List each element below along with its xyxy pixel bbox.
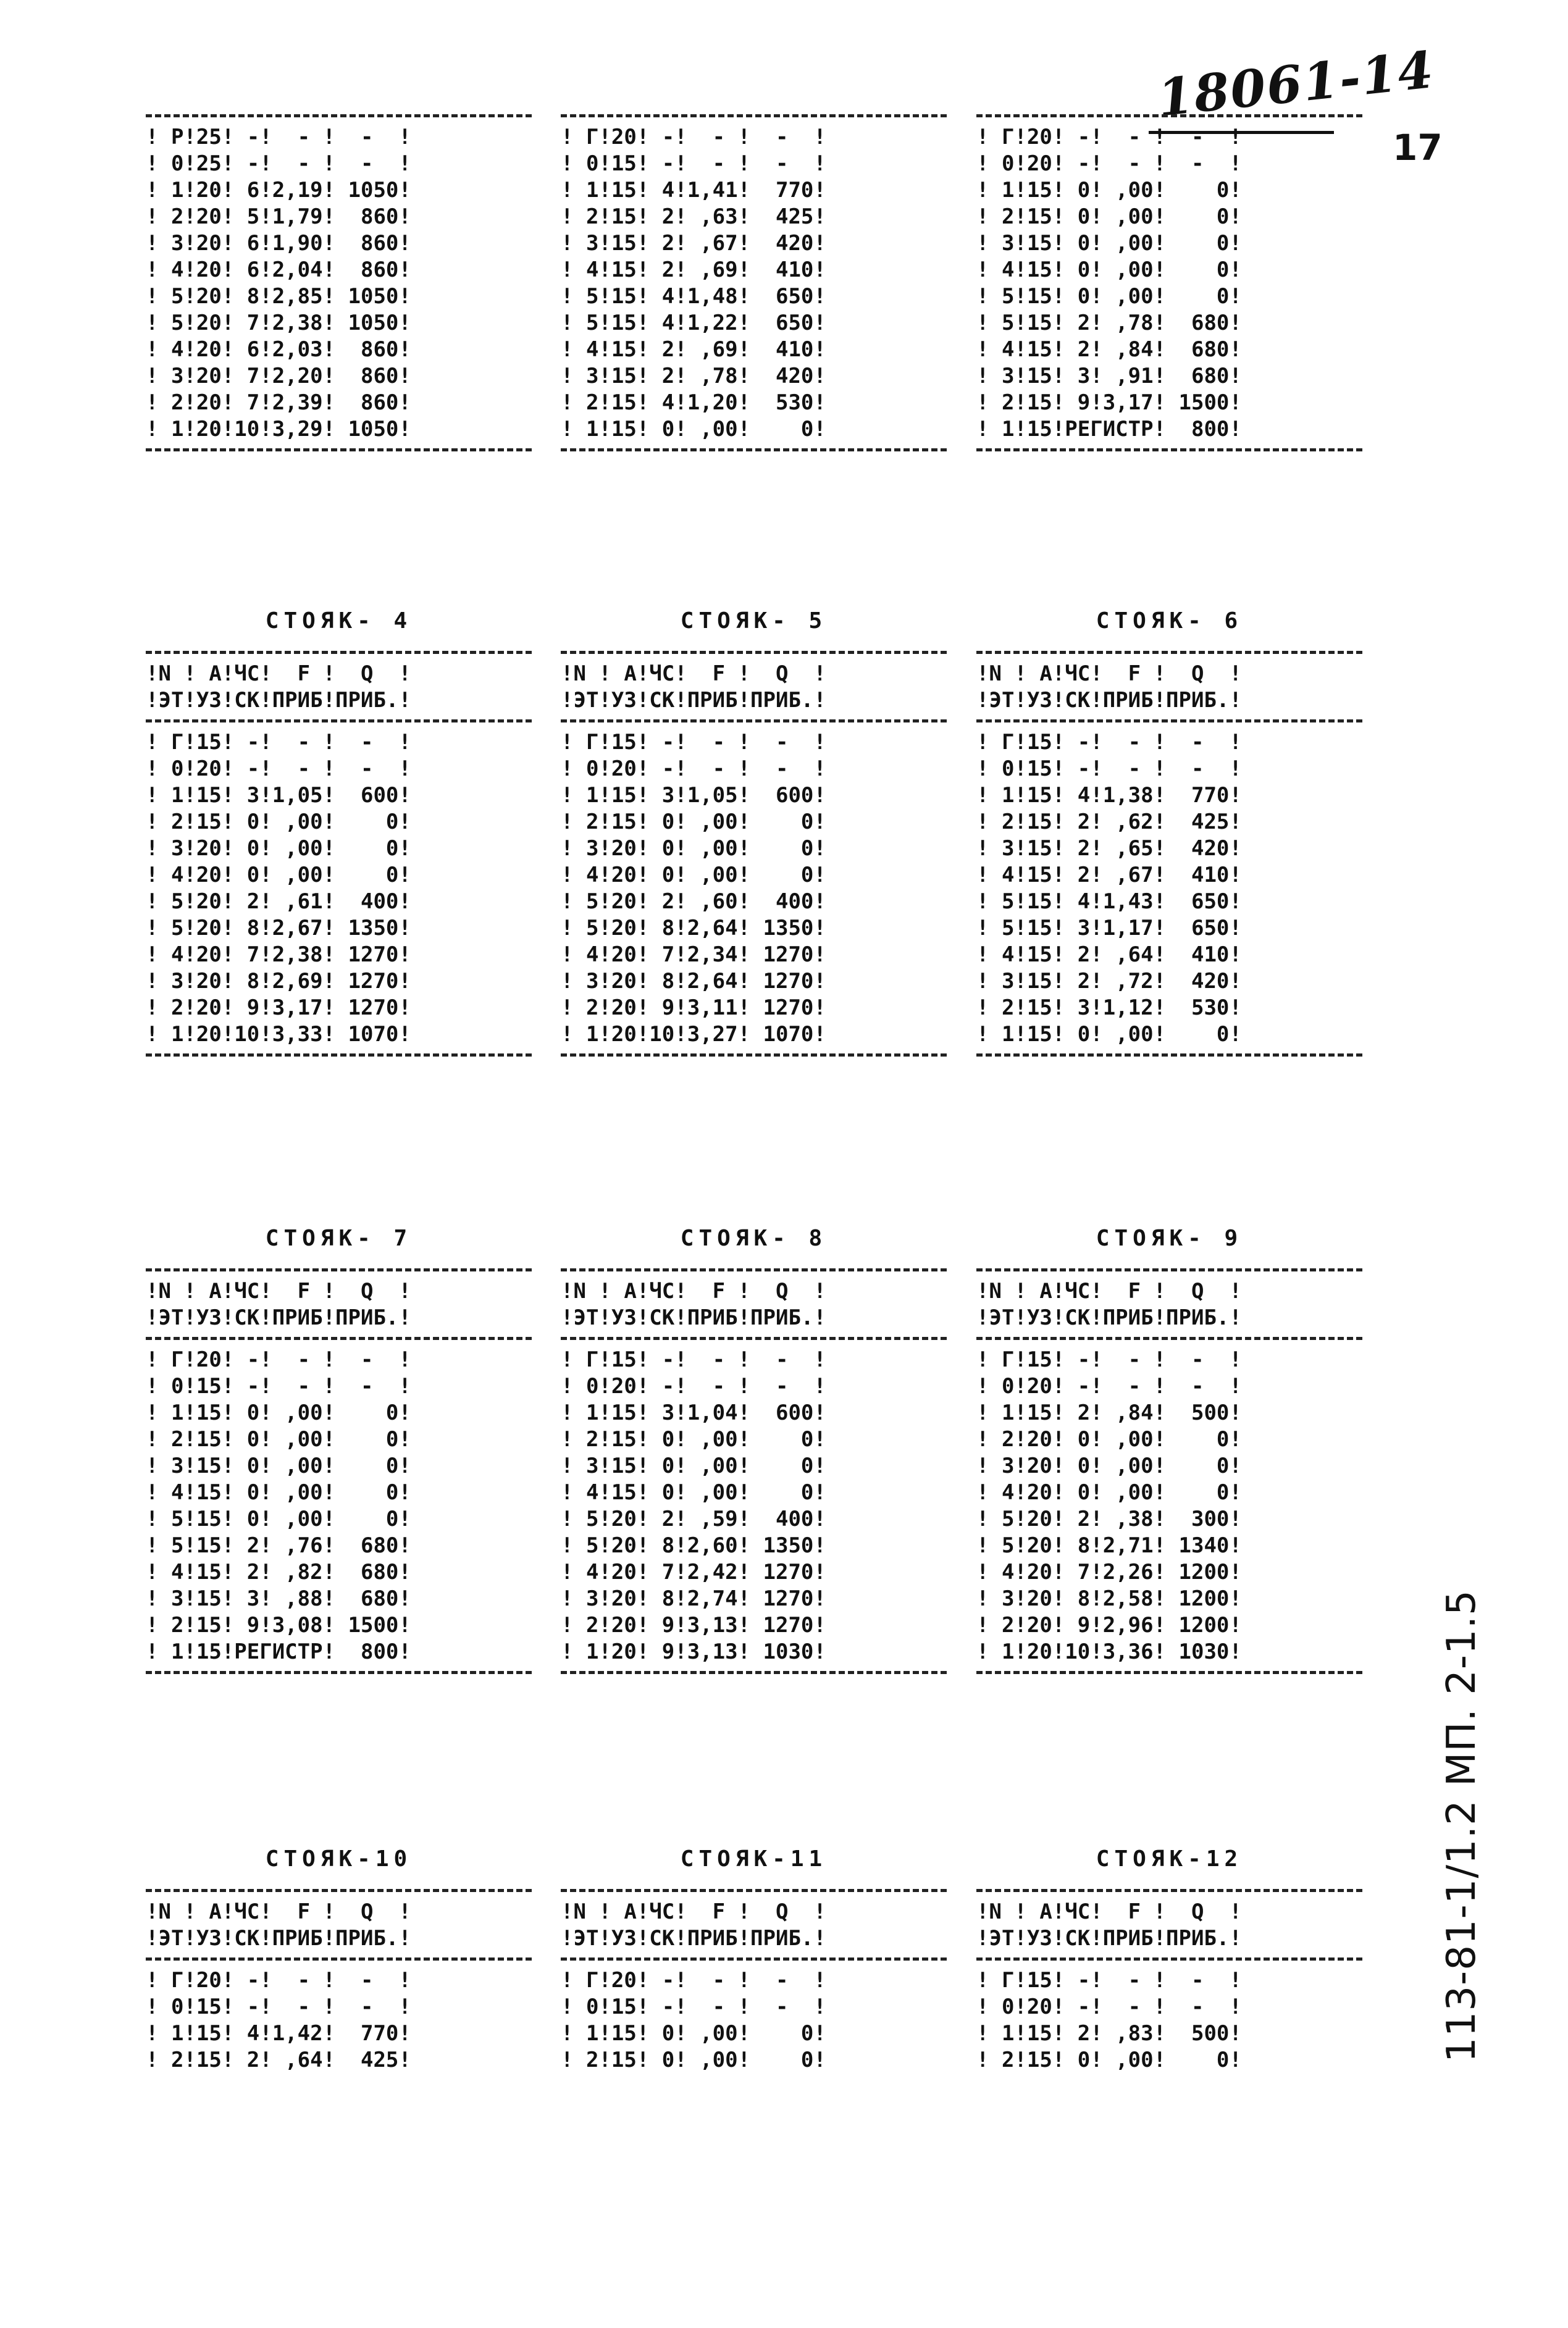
table-header-row: !ЭТ!УЗ!СК!ПРИБ!ПРИБ.! bbox=[561, 1926, 826, 1951]
table-row: ! 2!15! 0! ,00! 0! bbox=[976, 204, 1242, 229]
riser-title: СТОЯК- 9 bbox=[1096, 1226, 1243, 1251]
table-row: ! Г!15! -! - ! - ! bbox=[976, 730, 1242, 755]
table-row: ! 0!25! -! - ! - ! bbox=[146, 151, 411, 176]
table-row: ! 2!15! 0! ,00! 0! bbox=[146, 810, 411, 834]
table-row: ! 1!15! 4!1,38! 770! bbox=[976, 783, 1242, 808]
table-header-row: !N ! А!ЧС! F ! Q ! bbox=[146, 1279, 411, 1304]
table-row: ! 1!20!10!3,27! 1070! bbox=[561, 1022, 826, 1047]
table-row: ! 0!15! -! - ! - ! bbox=[146, 1374, 411, 1399]
table-row: ! 3!15! 0! ,00! 0! bbox=[976, 231, 1242, 256]
table-section bbox=[146, 1846, 1362, 2328]
table-row: ! 4!15! 2! ,84! 680! bbox=[976, 337, 1242, 362]
riser-title: СТОЯК- 8 bbox=[680, 1226, 828, 1251]
table-row: ! 0!20! -! - ! - ! bbox=[146, 756, 411, 781]
table-row: ! 1!15! 0! ,00! 0! bbox=[976, 178, 1242, 203]
table-row: ! 5!20! 8!2,67! 1350! bbox=[146, 916, 411, 940]
data-table bbox=[561, 1263, 947, 1681]
table-row: ! 1!20!10!3,29! 1050! bbox=[146, 417, 411, 442]
table-row: ! Г!20! -! - ! - ! bbox=[976, 125, 1242, 149]
dashed-divider bbox=[561, 1957, 947, 1961]
riser-title: СТОЯК- 7 bbox=[265, 1226, 413, 1251]
table-row: ! 1!15! 4!1,42! 770! bbox=[146, 2021, 411, 2046]
table-row: ! Г!15! -! - ! - ! bbox=[561, 1347, 826, 1372]
dashed-divider bbox=[146, 1889, 532, 1892]
riser-title: СТОЯК- 6 bbox=[1096, 608, 1243, 634]
table-row: ! 1!15! 0! ,00! 0! bbox=[561, 417, 826, 442]
table-header-row: !ЭТ!УЗ!СК!ПРИБ!ПРИБ.! bbox=[561, 688, 826, 713]
table-row: ! Г!15! -! - ! - ! bbox=[976, 1347, 1242, 1372]
table-section bbox=[146, 1226, 1362, 1707]
table-row: ! 1!15! 4!1,41! 770! bbox=[561, 178, 826, 203]
table-row: ! 5!20! 8!2,60! 1350! bbox=[561, 1533, 826, 1558]
dashed-divider bbox=[976, 1889, 1362, 1892]
table-row: ! 0!20! -! - ! - ! bbox=[976, 1995, 1242, 2019]
table-row: ! Р!25! -! - ! - ! bbox=[146, 125, 411, 149]
riser-title: СТОЯК-12 bbox=[1096, 1846, 1243, 1872]
table-header-row: !ЭТ!УЗ!СК!ПРИБ!ПРИБ.! bbox=[976, 1926, 1242, 1951]
table-row: ! 1!15!РЕГИСТР! 800! bbox=[976, 417, 1242, 442]
table-row: ! 3!20! 0! ,00! 0! bbox=[976, 1454, 1242, 1478]
table-row: ! 0!15! -! - ! - ! bbox=[561, 151, 826, 176]
table-row: ! 4!20! 0! ,00! 0! bbox=[561, 863, 826, 887]
data-table bbox=[146, 645, 532, 1063]
table-header-row: !N ! А!ЧС! F ! Q ! bbox=[146, 661, 411, 686]
table-row: ! 5!20! 2! ,61! 400! bbox=[146, 889, 411, 914]
table-row: ! 1!15! 2! ,84! 500! bbox=[976, 1401, 1242, 1425]
dashed-divider bbox=[976, 1957, 1362, 1961]
table-row: ! 1!20!10!3,36! 1030! bbox=[976, 1639, 1242, 1664]
table-row: ! 5!15! 0! ,00! 0! bbox=[976, 284, 1242, 309]
dashed-divider bbox=[976, 448, 1362, 451]
table-row: ! 3!15! 2! ,67! 420! bbox=[561, 231, 826, 256]
table-row: ! 5!20! 7!2,38! 1050! bbox=[146, 311, 411, 335]
dashed-divider bbox=[561, 1671, 947, 1674]
table-row: ! 3!15! 2! ,78! 420! bbox=[561, 364, 826, 388]
table-row: ! Г!15! -! - ! - ! bbox=[976, 1968, 1242, 1993]
table-row: ! 0!15! -! - ! - ! bbox=[561, 1995, 826, 2019]
table-header-row: !N ! А!ЧС! F ! Q ! bbox=[561, 1279, 826, 1304]
table-row: ! 3!20! 8!2,64! 1270! bbox=[561, 969, 826, 994]
dashed-divider bbox=[146, 1337, 532, 1340]
table-row: ! 4!20! 6!2,03! 860! bbox=[146, 337, 411, 362]
table-row: ! 2!15! 2! ,63! 425! bbox=[561, 204, 826, 229]
handwritten-doc-number: 18061-14 bbox=[1155, 40, 1438, 128]
table-row: ! 3!15! 3! ,88! 680! bbox=[146, 1586, 411, 1611]
table-row: ! 1!15! 3!1,04! 600! bbox=[561, 1401, 826, 1425]
table-row: ! 2!15! 0! ,00! 0! bbox=[146, 1427, 411, 1452]
table-header-row: !N ! А!ЧС! F ! Q ! bbox=[561, 661, 826, 686]
table-row: ! Г!20! -! - ! - ! bbox=[561, 125, 826, 149]
dashed-divider bbox=[976, 719, 1362, 722]
table-row: ! Г!15! -! - ! - ! bbox=[146, 730, 411, 755]
table-row: ! 5!15! 2! ,76! 680! bbox=[146, 1533, 411, 1558]
table-row: ! 5!20! 8!2,71! 1340! bbox=[976, 1533, 1242, 1558]
table-row: ! 3!20! 0! ,00! 0! bbox=[146, 836, 411, 861]
dashed-divider bbox=[146, 114, 532, 117]
table-row: ! 4!15! 2! ,69! 410! bbox=[561, 337, 826, 362]
table-row: ! 5!15! 2! ,78! 680! bbox=[976, 311, 1242, 335]
table-row: ! 5!15! 4!1,22! 650! bbox=[561, 311, 826, 335]
dashed-divider bbox=[561, 1337, 947, 1340]
data-table bbox=[976, 1263, 1362, 1681]
table-row: ! 4!20! 7!2,38! 1270! bbox=[146, 942, 411, 967]
table-row: ! 2!20! 7!2,39! 860! bbox=[146, 390, 411, 415]
dashed-divider bbox=[561, 1889, 947, 1892]
dashed-divider bbox=[561, 1268, 947, 1271]
table-header-row: !ЭТ!УЗ!СК!ПРИБ!ПРИБ.! bbox=[146, 1926, 411, 1951]
dashed-divider bbox=[146, 448, 532, 451]
table-row: ! Г!20! -! - ! - ! bbox=[561, 1968, 826, 1993]
table-row: ! 5!15! 0! ,00! 0! bbox=[146, 1507, 411, 1531]
table-row: ! 4!20! 7!2,26! 1200! bbox=[976, 1560, 1242, 1585]
table-row: ! 3!20! 0! ,00! 0! bbox=[561, 836, 826, 861]
dashed-divider bbox=[561, 448, 947, 451]
table-row: ! 3!20! 6!1,90! 860! bbox=[146, 231, 411, 256]
table-row: ! 4!15! 2! ,82! 680! bbox=[146, 1560, 411, 1585]
dashed-divider bbox=[976, 1671, 1362, 1674]
table-header-row: !N ! А!ЧС! F ! Q ! bbox=[976, 1279, 1242, 1304]
data-table bbox=[561, 109, 947, 458]
table-row: ! 3!15! 0! ,00! 0! bbox=[146, 1454, 411, 1478]
table-row: ! 3!20! 8!2,69! 1270! bbox=[146, 969, 411, 994]
table-row: ! 1!15!РЕГИСТР! 800! bbox=[146, 1639, 411, 1664]
table-row: ! 0!20! -! - ! - ! bbox=[976, 1374, 1242, 1399]
table-row: ! 5!15! 3!1,17! 650! bbox=[976, 916, 1242, 940]
data-table bbox=[976, 109, 1362, 458]
riser-title: СТОЯК- 4 bbox=[265, 608, 413, 634]
table-header-row: !N ! А!ЧС! F ! Q ! bbox=[976, 661, 1242, 686]
table-row: ! 4!20! 7!2,42! 1270! bbox=[561, 1560, 826, 1585]
table-row: ! 2!20! 5!1,79! 860! bbox=[146, 204, 411, 229]
dashed-divider bbox=[146, 651, 532, 654]
table-header-row: !N ! А!ЧС! F ! Q ! bbox=[976, 1899, 1242, 1924]
dashed-divider bbox=[976, 114, 1362, 117]
table-row: ! 1!20!10!3,33! 1070! bbox=[146, 1022, 411, 1047]
data-table bbox=[976, 1883, 1362, 2074]
table-row: ! 1!15! 0! ,00! 0! bbox=[561, 2021, 826, 2046]
data-table bbox=[146, 109, 532, 458]
dashed-divider bbox=[976, 651, 1362, 654]
table-row: ! 4!15! 2! ,67! 410! bbox=[976, 863, 1242, 887]
table-row: ! 1!15! 3!1,05! 600! bbox=[146, 783, 411, 808]
table-row: ! 2!15! 3!1,12! 530! bbox=[976, 995, 1242, 1020]
table-row: ! 3!20! 8!2,74! 1270! bbox=[561, 1586, 826, 1611]
dashed-divider bbox=[146, 1957, 532, 1961]
table-row: ! Г!20! -! - ! - ! bbox=[146, 1347, 411, 1372]
table-row: ! 1!15! 3!1,05! 600! bbox=[561, 783, 826, 808]
table-row: ! 2!20! 9!2,96! 1200! bbox=[976, 1613, 1242, 1638]
table-row: ! 4!15! 0! ,00! 0! bbox=[561, 1480, 826, 1505]
table-header-row: !ЭТ!УЗ!СК!ПРИБ!ПРИБ.! bbox=[976, 1305, 1242, 1330]
riser-title: СТОЯК- 5 bbox=[680, 608, 828, 634]
table-row: ! 4!15! 2! ,64! 410! bbox=[976, 942, 1242, 967]
data-table bbox=[976, 645, 1362, 1063]
table-row: ! 3!20! 7!2,20! 860! bbox=[146, 364, 411, 388]
table-header-row: !N ! А!ЧС! F ! Q ! bbox=[146, 1899, 411, 1924]
table-row: ! 2!15! 0! ,00! 0! bbox=[561, 810, 826, 834]
table-row: ! 5!20! 2! ,59! 400! bbox=[561, 1507, 826, 1531]
table-header-row: !ЭТ!УЗ!СК!ПРИБ!ПРИБ.! bbox=[146, 688, 411, 713]
riser-title: СТОЯК-11 bbox=[680, 1846, 828, 1872]
table-row: ! 5!15! 4!1,48! 650! bbox=[561, 284, 826, 309]
table-row: ! 5!20! 8!2,64! 1350! bbox=[561, 916, 826, 940]
table-section bbox=[146, 608, 1362, 1090]
table-row: ! 5!20! 2! ,38! 300! bbox=[976, 1507, 1242, 1531]
table-header-row: !ЭТ!УЗ!СК!ПРИБ!ПРИБ.! bbox=[976, 688, 1242, 713]
table-row: ! 4!15! 0! ,00! 0! bbox=[976, 258, 1242, 282]
dashed-divider bbox=[146, 1671, 532, 1674]
table-row: ! 3!15! 0! ,00! 0! bbox=[561, 1454, 826, 1478]
table-header-row: !N ! А!ЧС! F ! Q ! bbox=[561, 1899, 826, 1924]
dashed-divider bbox=[561, 651, 947, 654]
table-row: ! 4!20! 0! ,00! 0! bbox=[146, 863, 411, 887]
table-row: ! 5!15! 4!1,43! 650! bbox=[976, 889, 1242, 914]
table-row: ! 2!15! 9!3,08! 1500! bbox=[146, 1613, 411, 1638]
table-row: ! 4!20! 0! ,00! 0! bbox=[976, 1480, 1242, 1505]
table-row: ! 1!15! 0! ,00! 0! bbox=[976, 1022, 1242, 1047]
table-row: ! 3!15! 2! ,72! 420! bbox=[976, 969, 1242, 994]
page-number: 17 bbox=[1393, 127, 1443, 169]
table-row: ! 1!20! 9!3,13! 1030! bbox=[561, 1639, 826, 1664]
table-row: ! 3!20! 8!2,58! 1200! bbox=[976, 1586, 1242, 1611]
table-row: ! 0!20! -! - ! - ! bbox=[561, 756, 826, 781]
dashed-divider bbox=[976, 1268, 1362, 1271]
data-table bbox=[561, 645, 947, 1063]
table-row: ! 2!15! 2! ,62! 425! bbox=[976, 810, 1242, 834]
dashed-divider bbox=[146, 1053, 532, 1057]
table-row: ! 3!15! 2! ,65! 420! bbox=[976, 836, 1242, 861]
table-row: ! 4!15! 2! ,69! 410! bbox=[561, 258, 826, 282]
table-row: ! 1!20! 6!2,19! 1050! bbox=[146, 178, 411, 203]
table-row: ! 0!20! -! - ! - ! bbox=[976, 151, 1242, 176]
dashed-divider bbox=[561, 114, 947, 117]
table-row: ! 2!15! 4!1,20! 530! bbox=[561, 390, 826, 415]
dashed-divider bbox=[146, 1268, 532, 1271]
table-row: ! 2!15! 0! ,00! 0! bbox=[976, 2048, 1242, 2072]
dashed-divider bbox=[561, 719, 947, 722]
table-row: ! 1!15! 2! ,83! 500! bbox=[976, 2021, 1242, 2046]
table-row: ! 5!20! 2! ,60! 400! bbox=[561, 889, 826, 914]
data-table bbox=[146, 1883, 532, 2074]
table-row: ! 4!20! 6!2,04! 860! bbox=[146, 258, 411, 282]
table-row: ! Г!15! -! - ! - ! bbox=[561, 730, 826, 755]
data-table bbox=[146, 1263, 532, 1681]
table-header-row: !ЭТ!УЗ!СК!ПРИБ!ПРИБ.! bbox=[146, 1305, 411, 1330]
table-row: ! 0!15! -! - ! - ! bbox=[146, 1995, 411, 2019]
data-table bbox=[561, 1883, 947, 2074]
table-row: ! 2!15! 2! ,64! 425! bbox=[146, 2048, 411, 2072]
table-row: ! 0!20! -! - ! - ! bbox=[561, 1374, 826, 1399]
table-row: ! 2!20! 9!3,11! 1270! bbox=[561, 995, 826, 1020]
dashed-divider bbox=[146, 719, 532, 722]
table-row: ! 2!15! 9!3,17! 1500! bbox=[976, 390, 1242, 415]
dashed-divider bbox=[976, 1337, 1362, 1340]
dashed-divider bbox=[561, 1053, 947, 1057]
table-row: ! 1!15! 0! ,00! 0! bbox=[146, 1401, 411, 1425]
table-row: ! Г!20! -! - ! - ! bbox=[146, 1968, 411, 1993]
dashed-divider bbox=[976, 1053, 1362, 1057]
table-row: ! 2!20! 9!3,13! 1270! bbox=[561, 1613, 826, 1638]
table-row: ! 4!20! 7!2,34! 1270! bbox=[561, 942, 826, 967]
table-row: ! 5!20! 8!2,85! 1050! bbox=[146, 284, 411, 309]
table-row: ! 2!20! 9!3,17! 1270! bbox=[146, 995, 411, 1020]
table-row: ! 2!15! 0! ,00! 0! bbox=[561, 1427, 826, 1452]
table-row: ! 0!15! -! - ! - ! bbox=[976, 756, 1242, 781]
table-row: ! 2!20! 0! ,00! 0! bbox=[976, 1427, 1242, 1452]
side-stamp: 113-81-1/1.2 МП. 2-1.5 bbox=[1439, 1589, 1485, 2062]
table-row: ! 3!15! 3! ,91! 680! bbox=[976, 364, 1242, 388]
table-section bbox=[146, 109, 1362, 590]
riser-title: СТОЯК-10 bbox=[265, 1846, 413, 1872]
table-header-row: !ЭТ!УЗ!СК!ПРИБ!ПРИБ.! bbox=[561, 1305, 826, 1330]
table-row: ! 4!15! 0! ,00! 0! bbox=[146, 1480, 411, 1505]
table-row: ! 2!15! 0! ,00! 0! bbox=[561, 2048, 826, 2072]
